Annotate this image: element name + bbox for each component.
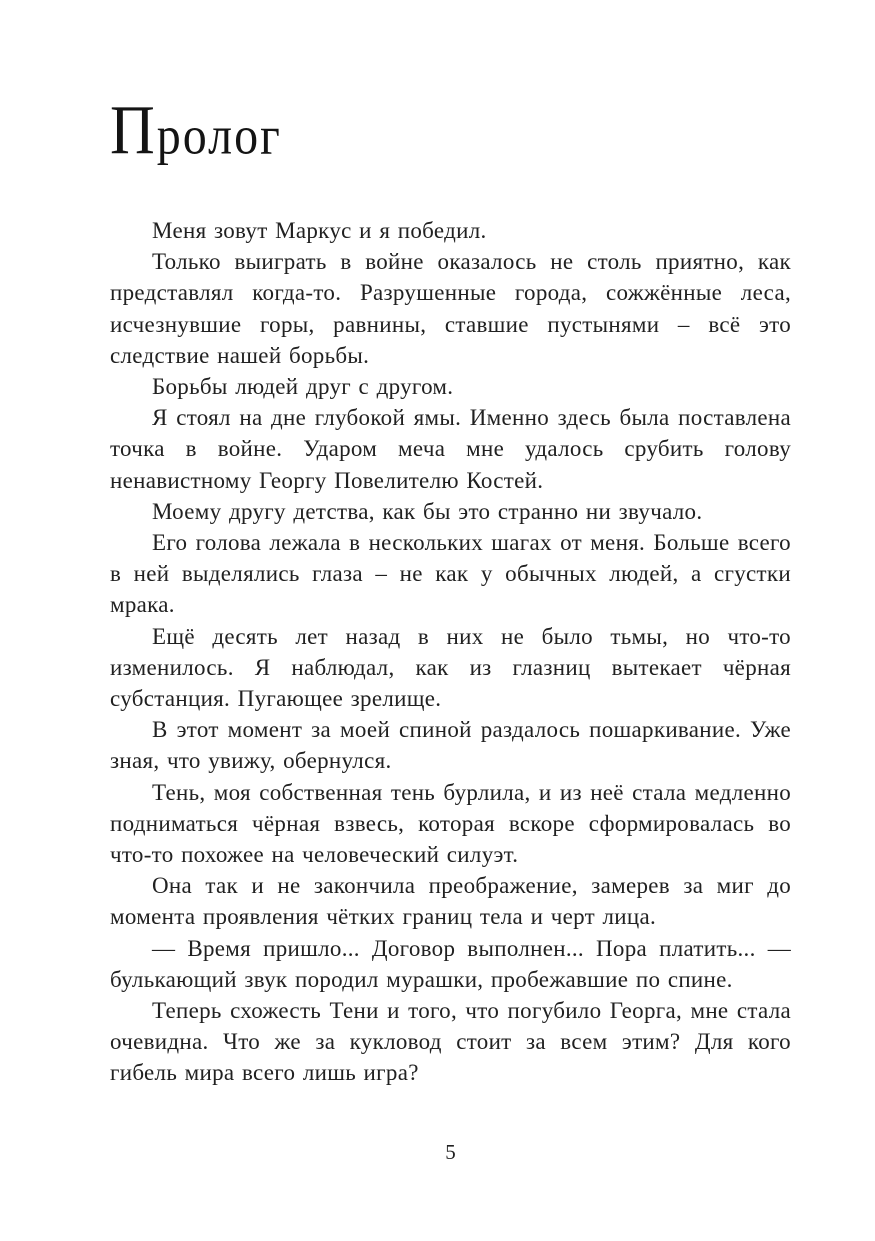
paragraph: — Время пришло... Договор выполнен... Пора платить... — булькающий звук породил мурашки, пробежавшие по спине. <box>110 935 791 992</box>
paragraph: Борьбы людей друг с другом. <box>152 374 454 400</box>
paragraph: Меня зовут Маркус и я победил. <box>152 218 487 243</box>
paragraph: Тень, моя собственная тень бурлила, и из неё стала медленно подниматься чёрная взвесь, которая вскоре сформировалась во что-то похожее на человеческий силуэт. <box>110 779 791 868</box>
paragraph: Только выиграть в войне оказалось не столь приятно, как представлял когда-то. Разрушенные города, сожжённые леса, исчезнувшие горы, равнины, ставшие пустынями – всё это следствие нашей борьбы. <box>110 249 791 368</box>
page-content <box>110 92 791 1089</box>
page-number: 5 <box>445 1140 456 1164</box>
paragraph: В этот момент за моей спиной раздалось пошаркивание. Уже зная, что увижу, обернулся. <box>110 717 791 774</box>
paragraph: Моему другу детства, как бы это странно ни звучало. <box>152 498 703 524</box>
paragraph: Теперь схожесть Тени и того, что погубило Георга, мне стала очевидна. Что же за кукловод стоит за всем этим? Для кого гибель мира всего лишь игра? <box>110 998 791 1086</box>
paragraph: Она так и не закончила преображение, замерев за миг до момента проявления чётких границ тела и черт лица. <box>110 873 791 930</box>
body-text <box>110 215 791 1089</box>
chapter-title: Пролог <box>110 93 282 170</box>
paragraph: Ещё десять лет назад в них не было тьмы, но что-то изменилось. Я наблюдал, как из глазниц вытекает чёрная субстанция. Пугающее зрелище. <box>110 623 791 712</box>
paragraph: Его голова лежала в нескольких шагах от меня. Больше всего в ней выделялись глаза – не как у обычных людей, а сгустки мрака. <box>110 530 791 618</box>
paragraph: Я стоял на дне глубокой ямы. Именно здесь была поставлена точка в войне. Ударом меча мне удалось срубить голову ненавистному Георгу Повелителю Костей. <box>110 405 791 493</box>
